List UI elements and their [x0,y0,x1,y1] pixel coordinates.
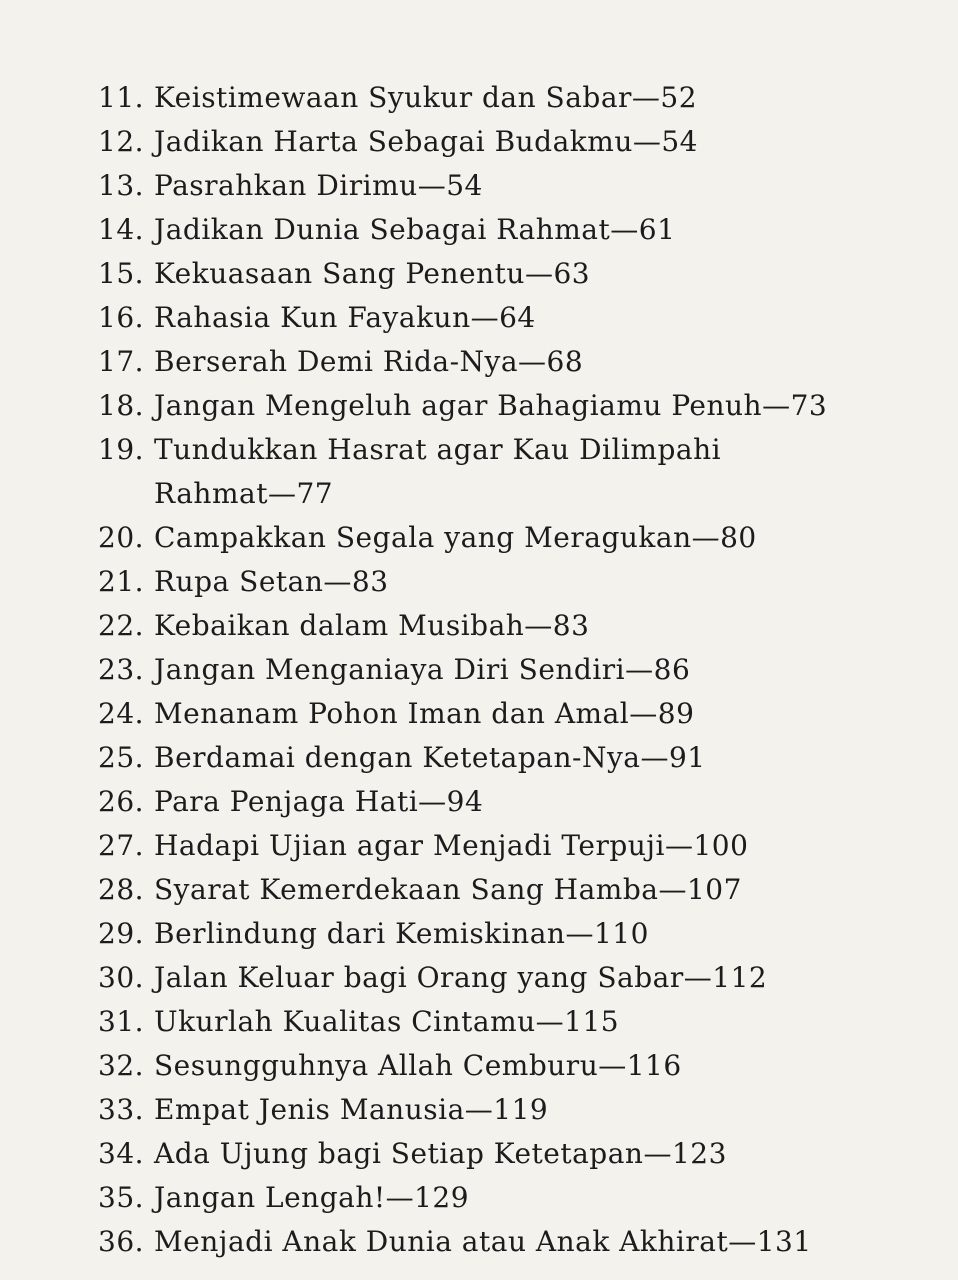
entry-title: Kebaikan dalam Musibah [154,609,525,642]
entry-number: 25. [98,741,145,774]
entry-title: Keistimewaan Syukur dan Sabar [154,81,632,114]
entry-separator: — [762,389,791,422]
entry-title: Berserah Demi Rida-Nya [154,345,519,378]
entry-page: 77 [296,477,334,510]
entry-separator: — [664,829,694,862]
toc-entry [98,296,898,340]
toc-entry [98,648,898,692]
entry-page: 89 [657,697,695,730]
entry-title: Ukurlah Kualitas Cintamu [154,1005,536,1038]
entry-title: Empat Jenis Manusia [154,1093,465,1126]
entry-page: 68 [546,345,584,378]
entry-separator: — [728,1225,757,1258]
entry-title: Berdamai dengan Ketetapan-Nya [154,741,641,774]
entry-number: 34. [98,1137,145,1170]
entry-number: 16. [98,301,145,334]
entry-title: Rupa Setan [154,565,324,598]
toc-entry [98,1220,898,1264]
toc-entry [98,120,898,164]
entry-separator: — [631,81,661,114]
entry-separator: — [598,1049,627,1082]
entry-title: Jangan Lengah! [154,1181,386,1214]
entry-number: 12. [98,125,145,158]
entry-page: 94 [446,785,484,818]
toc-entry [98,692,898,736]
entry-page: 54 [446,169,483,202]
table-of-contents [98,76,898,1264]
entry-title: Syarat Kemerdekaan Sang Hamba [154,873,659,906]
entry-title: Rahasia Kun Fayakun [154,301,471,334]
toc-entry [98,252,898,296]
entry-number: 14. [98,213,145,246]
toc-entry [98,736,898,780]
entry-number: 17. [98,345,145,378]
toc-entry [98,780,898,824]
entry-title: Campakkan Segala yang Meragukan [154,521,692,554]
entry-title: Berlindung dari Kemiskinan [154,917,566,950]
entry-page: 63 [553,257,591,290]
entry-page: 86 [653,653,691,686]
entry-separator: — [625,653,654,686]
entry-page: 61 [638,213,676,246]
entry-number: 24. [98,697,145,730]
toc-entry [98,1132,898,1176]
entry-number: 15. [98,257,145,290]
entry-page: 131 [756,1225,812,1258]
entry-title: Para Penjaga Hati [154,785,419,818]
entry-separator: — [610,213,639,246]
entry-number: 33. [98,1093,145,1126]
toc-entry [98,824,898,868]
entry-number: 31. [98,1005,145,1038]
entry-title: Menanam Pohon Iman dan Amal [154,697,630,730]
toc-entry [98,560,898,604]
entry-page: 54 [661,125,698,158]
toc-entry [98,1044,898,1088]
toc-entry [98,208,898,252]
entry-page: 123 [671,1137,727,1170]
entry-separator: — [385,1181,415,1214]
entry-separator: — [640,741,669,774]
toc-entry [98,340,898,384]
entry-separator: — [643,1137,672,1170]
entry-number: 19. [98,433,145,466]
entry-title: Jadikan Dunia Sebagai Rahmat [154,213,611,246]
entry-separator: — [418,785,447,818]
entry-number: 22. [98,609,145,642]
entry-page: 73 [790,389,828,422]
entry-number: 29. [98,917,145,950]
entry-page: 83 [351,565,389,598]
entry-number: 30. [98,961,145,994]
entry-page: 100 [693,829,749,862]
entry-number: 35. [98,1181,145,1214]
entry-separator: — [464,1093,494,1126]
entry-title: Sesungguhnya Allah Cemburu [154,1049,599,1082]
entry-separator: — [518,345,547,378]
entry-number: 23. [98,653,145,686]
entry-title: Jangan Mengeluh agar Bahagiamu Penuh [154,389,763,422]
toc-entry [98,384,898,428]
entry-page: 119 [493,1093,549,1126]
entry-number: 32. [98,1049,145,1082]
toc-entry [98,912,898,956]
entry-number: 13. [98,169,145,202]
toc-entry [98,516,898,560]
entry-title: Jangan Menganiaya Diri Sendiri [154,653,626,686]
entry-separator: — [632,125,662,158]
toc-entry [98,1088,898,1132]
entry-page: 112 [712,961,768,994]
toc-entry [98,164,898,208]
entry-title: Menjadi Anak Dunia atau Anak Akhirat [154,1225,729,1258]
entry-separator: — [629,697,658,730]
entry-page: 116 [626,1049,682,1082]
entry-title-line-2: Rahmat [154,477,268,510]
toc-entry [98,428,898,516]
entry-number: 11. [98,81,145,114]
toc-entry [98,1000,898,1044]
toc-entry [98,1176,898,1220]
entry-number: 20. [98,521,145,554]
entry-page: 129 [414,1181,470,1214]
entry-number: 26. [98,785,145,818]
entry-title: Jalan Keluar bagi Orang yang Sabar [154,961,684,994]
entry-separator: — [535,1005,565,1038]
entry-separator: — [524,257,554,290]
entry-page: 110 [593,917,649,950]
entry-separator: — [565,917,594,950]
entry-separator: — [323,565,352,598]
entry-title: Ada Ujung bagi Setiap Ketetapan [154,1137,644,1170]
entry-separator: — [683,961,713,994]
entry-separator: — [267,477,297,510]
entry-separator: — [417,169,447,202]
entry-number: 21. [98,565,145,598]
entry-page: 91 [668,741,706,774]
entry-title: Jadikan Harta Sebagai Budakmu [154,125,633,158]
entry-page: 107 [686,873,742,906]
entry-title: Pasrahkan Dirimu [154,169,418,202]
entry-number: 28. [98,873,145,906]
entry-separator: — [691,521,721,554]
toc-entry [98,956,898,1000]
entry-title: Hadapi Ujian agar Menjadi Terpuji [154,829,665,862]
entry-separator: — [658,873,687,906]
entry-separator: — [524,609,553,642]
entry-number: 18. [98,389,145,422]
entry-page: 52 [660,81,698,114]
entry-number: 36. [98,1225,145,1258]
entry-title: Kekuasaan Sang Penentu [154,257,525,290]
toc-entry [98,76,898,120]
toc-entry [98,604,898,648]
entry-page: 64 [499,301,536,334]
entry-page: 83 [552,609,590,642]
entry-title-line-1: Tundukkan Hasrat agar Kau Dilimpahi [154,433,722,466]
entry-separator: — [470,301,500,334]
entry-page: 115 [564,1005,620,1038]
entry-page: 80 [720,521,757,554]
toc-entry [98,868,898,912]
entry-number: 27. [98,829,145,862]
